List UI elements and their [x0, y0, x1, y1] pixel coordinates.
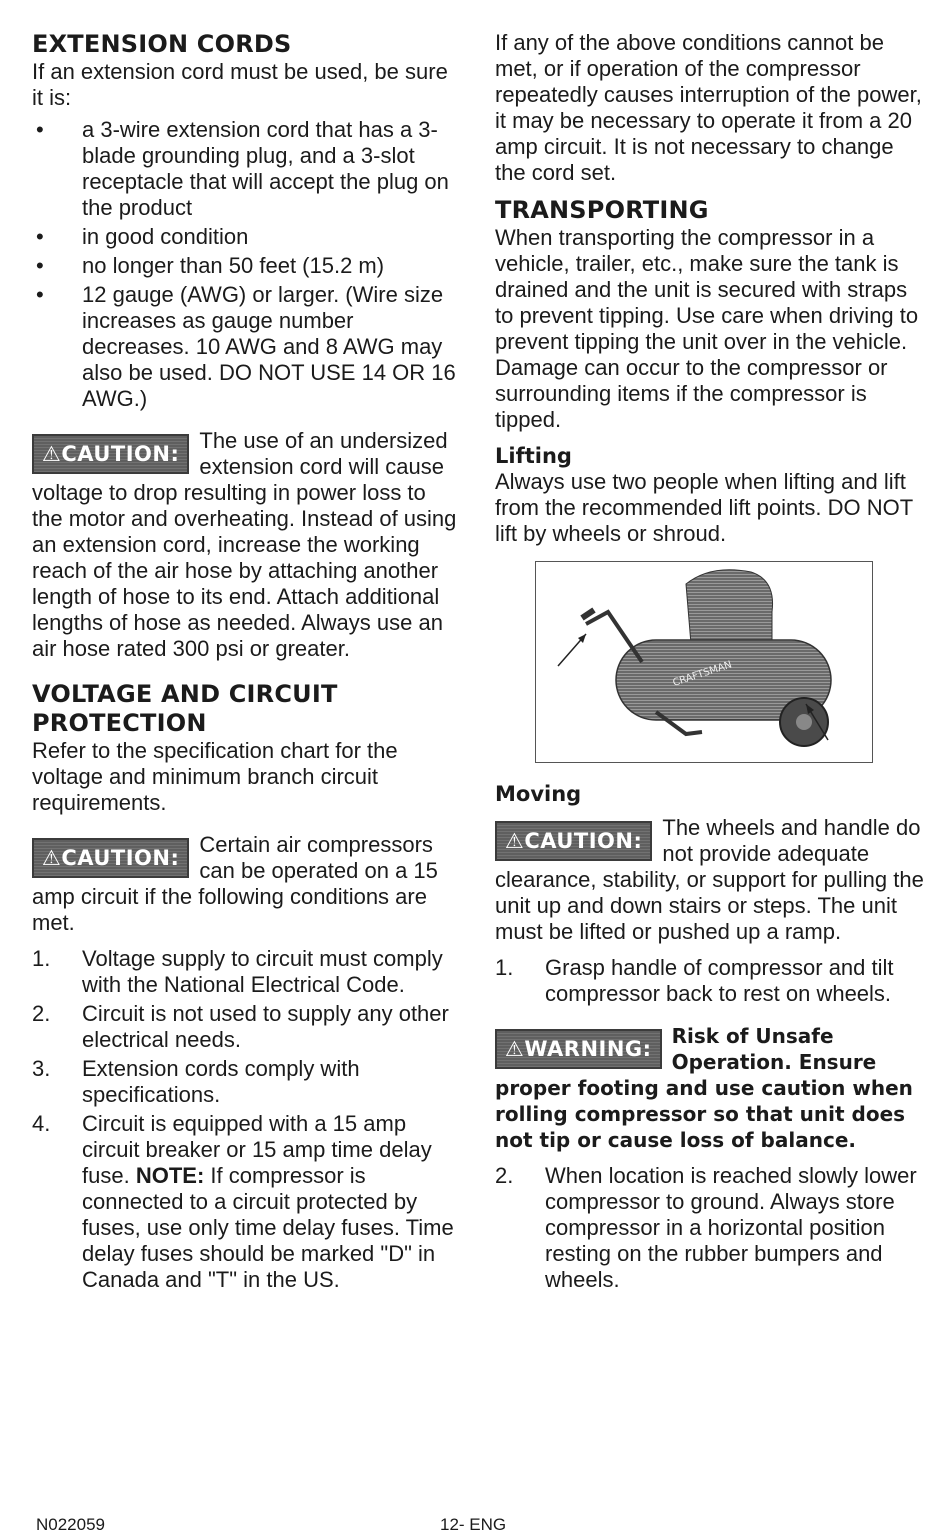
list-item: • a 3-wire extension cord that has a 3-blade grounding plug, and a 3-slot receptacle that will accept the plug on the product	[36, 117, 449, 220]
lifting-heading: Lifting	[495, 444, 572, 468]
continued-paragraph: If any of the above conditions cannot be met, or if operation of the compressor repeatedly causes interruption of the power, it may be necessary to operate it from a 20 amp circuit. It is not necessary to change the cord set.	[495, 30, 922, 185]
right-column	[495, 30, 925, 1296]
caution-text: The use of an undersized extension cord will cause voltage to drop resulting in power loss to the motor and overheating. Instead of using an extension cord, increase the working reach of the air hose by attaching another length of hose to its end. Attach additional lengths of hose as needed. Always use an air hose rated 300 psi or greater.	[32, 428, 457, 661]
list-item: 1. Voltage supply to circuit must comply with the National Electrical Code.	[32, 946, 443, 997]
caution-badge: ⚠CAUTION:	[32, 838, 189, 878]
note-label: NOTE:	[135, 1163, 205, 1188]
list-item: 1. Grasp handle of compressor and tilt compressor back to rest on wheels.	[495, 955, 894, 1006]
compressor-illustration-icon	[536, 562, 872, 762]
list-item: • in good condition	[36, 224, 249, 249]
moving-steps-list	[495, 955, 925, 1007]
moving-caution	[495, 815, 925, 945]
list-item: • no longer than 50 feet (15.2 m)	[36, 253, 385, 278]
list-item: 3. Extension cords comply with specifications.	[32, 1056, 360, 1107]
bullet-icon: •	[36, 117, 44, 142]
caution-text: The wheels and handle do not provide adequate clearance, stability, or support for pulling the unit up and down stairs or steps. The unit must be lifted or pushed up a ramp.	[495, 815, 924, 944]
list-item: 2. When location is reached slowly lower compressor to ground. Always store compressor in a horizontal position resting on the rubber bumpers and wheels.	[495, 1163, 917, 1292]
caution-badge: ⚠CAUTION:	[32, 434, 189, 474]
extension-cords-section	[32, 30, 462, 662]
moving-heading: Moving	[495, 782, 582, 806]
warning-badge: ⚠WARNING:	[495, 1029, 662, 1069]
voltage-section	[32, 680, 462, 1293]
brand-text: CRAFTSMAN	[671, 659, 734, 689]
warning-text: Risk of Unsafe Operation. Ensure proper footing and use caution when rolling compressor so that unit does not tip or cause loss of balance.	[495, 1024, 913, 1152]
list-item: 4. Circuit is equipped with a 15 amp circuit breaker or 15 amp time delay fuse. NOTE: If compressor is connected to a circuit protected by fuses, use only time delay fuses. Time delay fuses should be marked "D" in Canada and "T" in the US.	[32, 1111, 454, 1292]
list-item: • 12 gauge (AWG) or larger. (Wire size increases as gauge number decreases. 10 AWG and 8 AWG may also be used. DO NOT USE 14 OR 16 AWG.)	[36, 282, 456, 411]
voltage-caution	[32, 832, 462, 936]
transporting-section	[495, 196, 925, 433]
voltage-heading: VOLTAGE AND CIRCUIT PROTECTION	[32, 680, 338, 737]
moving-steps-list-2	[495, 1163, 925, 1293]
bullet-icon: •	[36, 224, 44, 249]
moving-warning	[495, 1023, 925, 1153]
extension-cords-intro: If an extension cord must be used, be sure it is:	[32, 59, 448, 110]
bullet-icon: •	[36, 253, 44, 278]
voltage-intro: Refer to the specification chart for the voltage and minimum branch circuit requirements.	[32, 738, 398, 815]
caution-text: Certain air compressors can be operated on a 15 amp circuit if the following conditions are met.	[32, 832, 438, 935]
extension-caution	[32, 428, 462, 662]
list-item: 2. Circuit is not used to supply any other electrical needs.	[32, 1001, 449, 1052]
note-text: If compressor is connected to a circuit protected by fuses, use only time delay fuses. Time delay fuses should be marked "D" in Canada and "T" in the US.	[82, 1163, 454, 1292]
document-code: N022059	[36, 1515, 106, 1534]
conditions-list	[32, 946, 462, 1293]
caution-badge: ⚠CAUTION:	[495, 821, 652, 861]
page-number: 12- ENG	[440, 1515, 507, 1534]
moving-section	[495, 781, 925, 1293]
extension-cords-heading: EXTENSION CORDS	[32, 30, 292, 58]
transporting-text: When transporting the compressor in a vehicle, trailer, etc., make sure the tank is drained and the unit is secured with straps to prevent tipping. Use care when driving to prevent tipping the unit over in the vehicle. Damage can occur to the compressor or surrounding items if the compressor is tipped.	[495, 225, 919, 432]
bullet-icon: •	[36, 282, 44, 307]
lifting-text: Always use two people when lifting and lift from the recommended lift points. DO NOT lift by wheels or shroud.	[495, 469, 913, 546]
left-column	[32, 30, 462, 1296]
compressor-figure	[535, 561, 873, 763]
transporting-heading: TRANSPORTING	[495, 196, 709, 224]
extension-cords-list	[32, 117, 462, 412]
lifting-section	[495, 443, 925, 763]
